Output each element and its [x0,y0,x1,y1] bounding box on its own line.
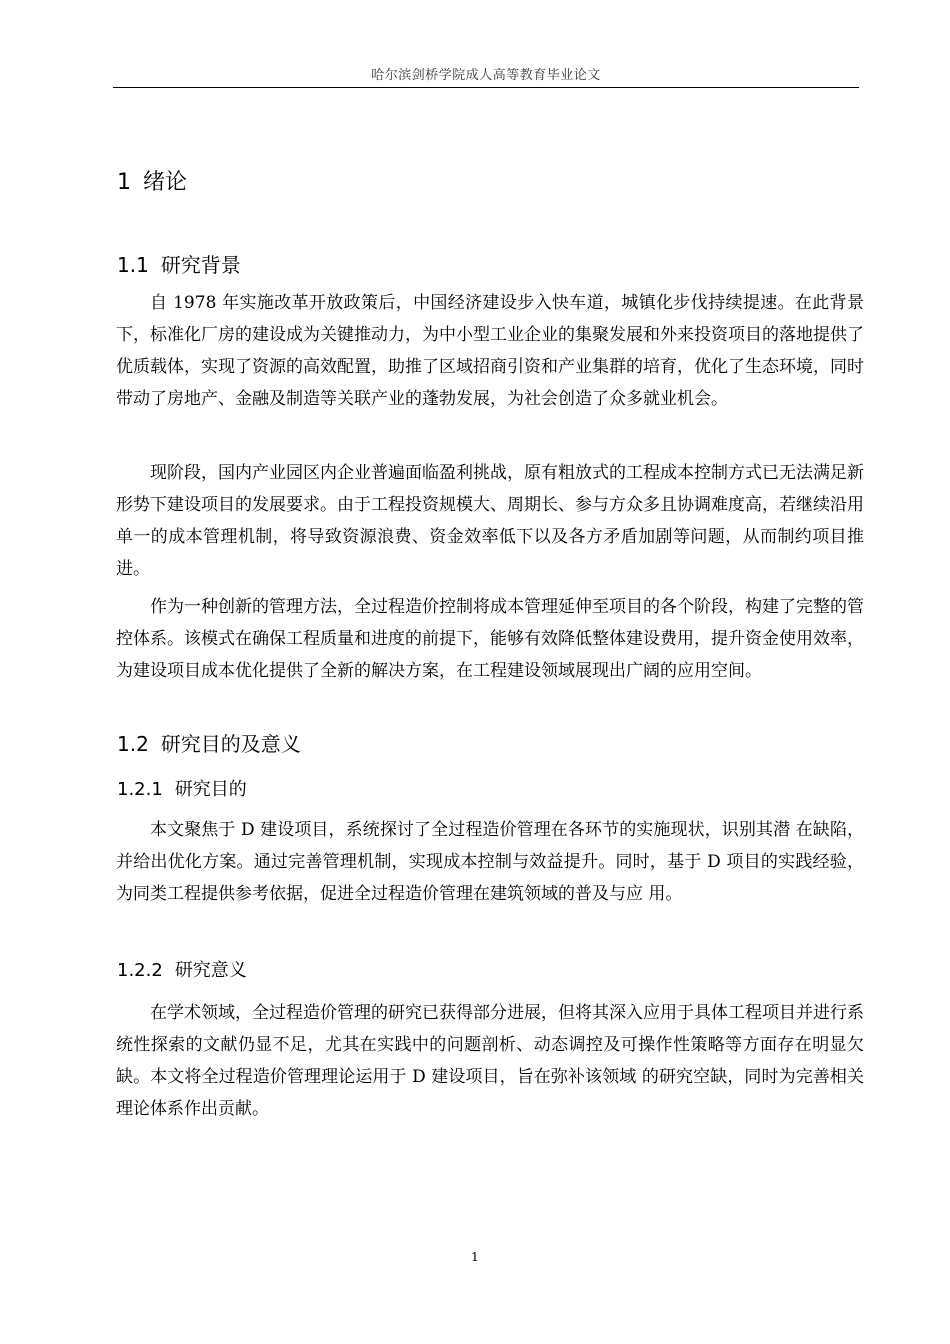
section-number: 1.1 [117,253,149,277]
chapter-heading [117,165,187,196]
paragraph-background-3: 作为一种创新的管理方法，全过程造价控制将成本管理延伸至项目的各个阶段，构建了完整的管控体系。该模式在确保工程质量和进度的前提下，能够有效降低整体建设费用，提升资金使用效率，为建设项目成本优化提供了全新的解决方案，在工程建设领域展现出广阔的应用空间。 [116,597,864,681]
section-title: 研究目的及意义 [160,732,301,756]
section-title: 研究背景 [160,253,241,277]
subsection-title: 研究意义 [174,960,247,981]
paragraph-background-2: 现阶段，国内产业园区内企业普遍面临盈利挑战，原有粗放式的工程成本控制方式已无法满足新形势下建设项目的发展要求。由于工程投资规模大、周期长、参与方众多且协调难度高，若继续沿用单一的成本管理机制，将导致资源浪费、资金效率低下以及各方矛盾加剧等问题，从而制约项目推进。 [116,463,864,579]
chapter-title: 绪论 [143,170,188,195]
running-header: 哈尔滨剑桥学院成人高等教育毕业论文 [371,68,601,83]
section-heading-1-1 [117,249,241,278]
paragraph-background-1: 自 1978 年实施改革开放政策后，中国经济建设步入快车道，城镇化步伐持续提速。在此背景下，标准化厂房的建设成为关键推动力，为中小型工业企业的集聚发展和外来投资项目的落地提供了优质载体，实现了资源的高效配置，助推了区域招商引资和产业集群的培育，优化了生态环境，同时带动了房地产、金融及制造等关联产业的蓬勃发展，为社会创造了众多就业机会。 [116,293,864,409]
section-heading-1-2 [117,728,301,757]
header-rule [113,87,859,88]
subsection-heading-1-2-2 [117,956,247,982]
paragraph-purpose: 本文聚焦于 D 建设项目，系统探讨了全过程造价管理在各环节的实施现状，识别其潜 在缺陷，并给出优化方案。通过完善管理机制，实现成本控制与效益提升。同时，基于 D 项目的实践经验，为同类工程提供参考依据，促进全过程造价管理在建筑领域的普及与应 用。 [116,820,864,904]
subsection-heading-1-2-1 [117,775,247,801]
subsection-title: 研究目的 [174,779,247,800]
chapter-number: 1 [117,170,131,195]
subsection-number: 1.2.2 [117,960,163,981]
subsection-number: 1.2.1 [117,779,163,800]
section-number: 1.2 [117,732,149,756]
paragraph-significance: 在学术领域，全过程造价管理的研究已获得部分进展，但将其深入应用于具体工程项目并进行系统性探索的文献仍显不足，尤其在实践中的问题剖析、动态调控及可操作性策略等方面存在明显欠缺。本文将全过程造价管理理论运用于 D 建设项目，旨在弥补该领域 的研究空缺，同时为完善相关理论体系作出贡献。 [116,1003,864,1119]
page-number: 1 [471,1250,479,1264]
